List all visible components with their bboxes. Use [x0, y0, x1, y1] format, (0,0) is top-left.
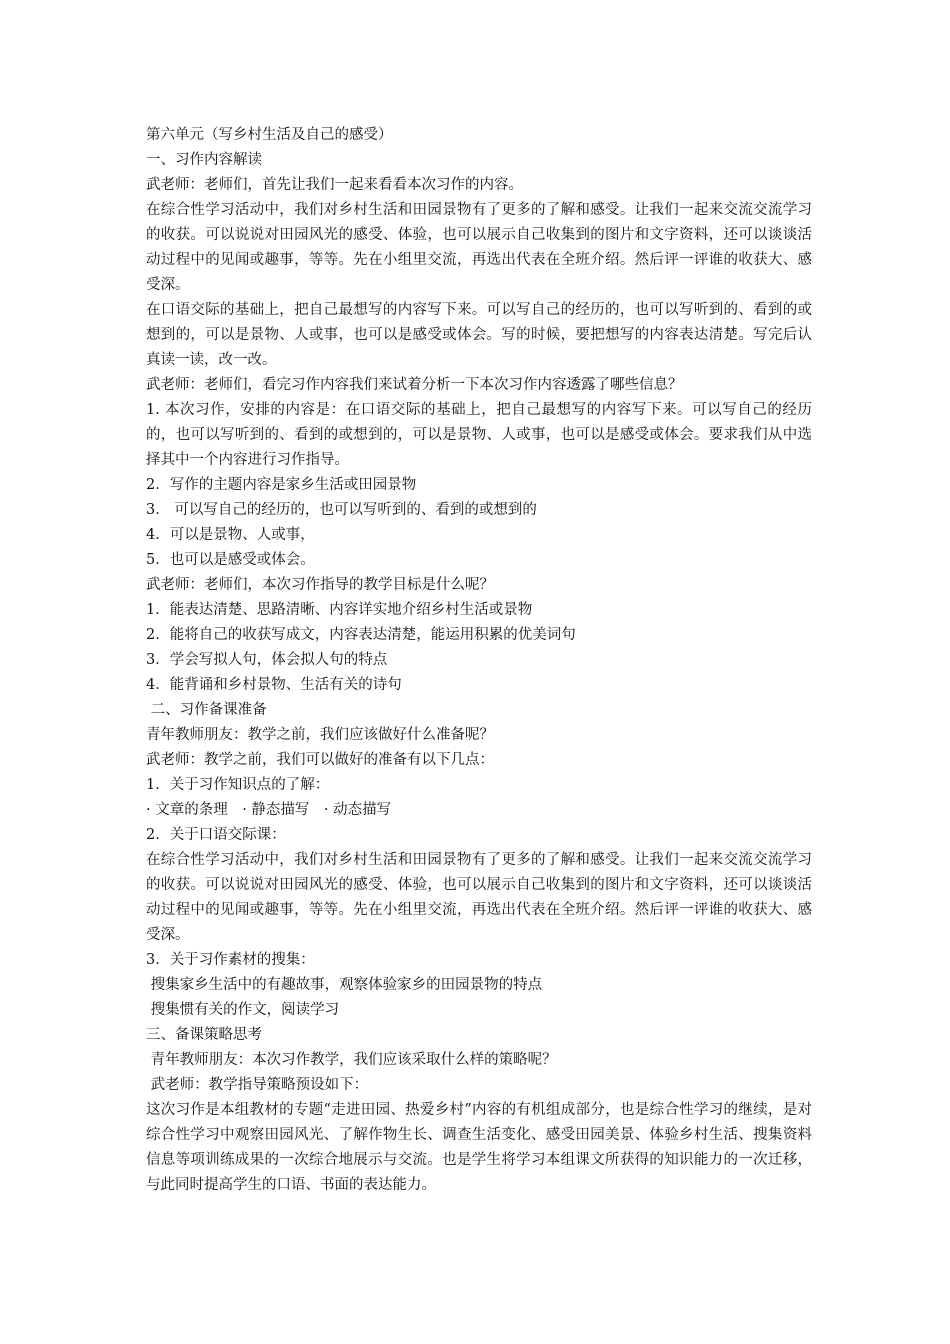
paragraph: 武老师：老师们，本次习作指导的教学目标是什么呢？ — [146, 577, 494, 593]
list-item: 5．也可以是感受或体会。 — [146, 552, 315, 568]
list-item: 1．能表达清楚、思路清晰、内容详实地介绍乡村生活或景物 — [146, 602, 533, 618]
section-heading-3: 三、备课策略思考 — [146, 1027, 262, 1043]
list-item-detail: 搜集惯有关的作文，阅读学习 — [146, 1002, 340, 1018]
list-item: 3．学会写拟人句，体会拟人句的特点 — [146, 652, 388, 668]
list-item: 3． 可以写自己的经历的，也可以写听到的、看到的或想到的 — [146, 502, 537, 518]
paragraph: 这次习作是本组教材的专题“走进田园、热爱乡村”内容的有机组成部分，也是综合性学习的继续，是对综合性学习中观察田园风光、了解作物生长、调查生活变化、感受田园美景、体验乡村生活、搜集资料信息等项训练成果的一次综合地展示与交流。也是学生将学习本组课文所获得的知识能力的一次迁移，与此同时提高学生的口语、书面的表达能力。 — [146, 1102, 812, 1193]
list-item: 3．关于习作素材的搜集： — [146, 952, 315, 968]
paragraph: 武老师：教学之前，我们可以做好的准备有以下几点： — [146, 752, 494, 768]
list-item: 2．能将自己的收获写成文，内容表达清楚，能运用积累的优美词句 — [146, 627, 576, 643]
paragraph: 武老师：老师们，看完习作内容我们来试着分析一下本次习作内容透露了哪些信息？ — [146, 377, 683, 393]
list-item: 2．关于口语交际课： — [146, 827, 286, 843]
document-page — [146, 123, 812, 1198]
list-item-detail: · 文章的条理 · 静态描写 · 动态描写 — [146, 802, 392, 818]
document-title: 第六单元（写乡村生活及自己的感受） — [146, 127, 393, 143]
list-item: 4．可以是景物、人或事， — [146, 527, 315, 543]
paragraph: 青年教师朋友：本次习作教学，我们应该采取什么样的策略呢？ — [146, 1052, 557, 1068]
paragraph: 在综合性学习活动中，我们对乡村生活和田园景物有了更多的了解和感受。让我们一起来交流交流学习的收获。可以说说对田园风光的感受、体验，也可以展示自己收集到的图片和文字资料，还可以谈谈活动过程中的见闻或趣事，等等。先在小组里交流，再选出代表在全班介绍。然后评一评谁的收获大、感受深。 — [146, 852, 812, 943]
paragraph: 在综合性学习活动中，我们对乡村生活和田园景物有了更多的了解和感受。让我们一起来交流交流学习的收获。可以说说对田园风光的感受、体验，也可以展示自己收集到的图片和文字资料，还可以谈谈活动过程中的见闻或趣事，等等。先在小组里交流，再选出代表在全班介绍。然后评一评谁的收获大、感受深。 — [146, 202, 812, 293]
paragraph: 在口语交际的基础上，把自己最想写的内容写下来。可以写自己的经历的，也可以写听到的、看到的或想到的，可以是景物、人或事，也可以是感受或体会。写的时候，要把想写的内容表达清楚。写完后认真读一读，改一改。 — [146, 302, 812, 368]
list-item: 4．能背诵和乡村景物、生活有关的诗句 — [146, 677, 402, 693]
paragraph: 武老师：老师们，首先让我们一起来看看本次习作的内容。 — [146, 177, 523, 193]
section-heading-1: 一、习作内容解读 — [146, 152, 262, 168]
paragraph: 武老师：教学指导策略预设如下： — [146, 1077, 369, 1093]
paragraph: 青年教师朋友：教学之前，我们应该做好什么准备呢？ — [146, 727, 494, 743]
section-heading-2: 二、习作备课准备 — [146, 702, 267, 718]
list-item: 1. 本次习作，安排的内容是：在口语交际的基础上，把自己最想写的内容写下来。可以写自己的经历的，也可以写听到的、看到的或想到的，可以是景物、人或事，也可以是感受或体会。要求我们从中选择其中一个内容进行习作指导。 — [146, 402, 812, 468]
list-item: 1．关于习作知识点的了解： — [146, 777, 330, 793]
list-item-detail: 搜集家乡生活中的有趣故事，观察体验家乡的田园景物的特点 — [146, 977, 543, 993]
list-item: 2．写作的主题内容是家乡生活或田园景物 — [146, 477, 417, 493]
